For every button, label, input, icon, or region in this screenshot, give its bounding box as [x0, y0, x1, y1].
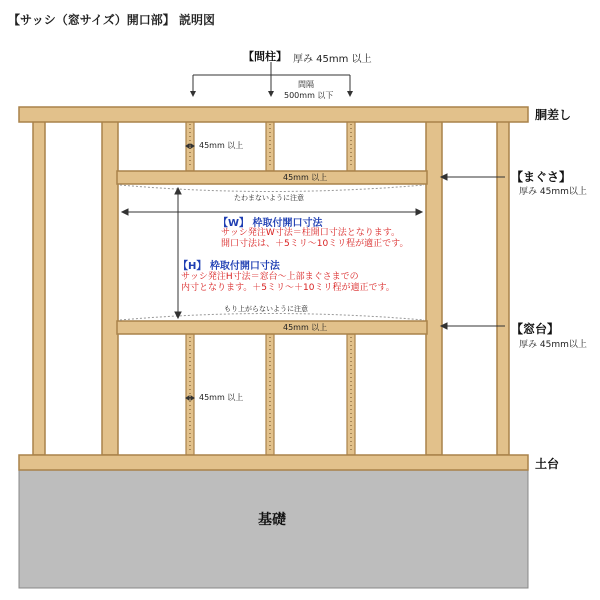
- sill-deflection-curve: [120, 314, 424, 321]
- beam-label: 胴差し: [535, 108, 572, 122]
- stud-bottom-size-label: 45mm 以上: [199, 393, 244, 402]
- sill-side-thickness: 厚み 45mm以上: [519, 340, 587, 350]
- stud-thickness-label: 厚み 45mm 以上: [293, 54, 372, 65]
- stud-bottom-1: [186, 334, 194, 455]
- width-dim-title: 【W】 枠取付開口寸法: [218, 218, 323, 229]
- stud-bottom-2: [266, 334, 274, 455]
- header-side-thickness: 厚み 45mm以上: [519, 187, 587, 197]
- post-right: [497, 121, 509, 455]
- foundation: [19, 470, 528, 588]
- header-note: たわまないように注意: [234, 194, 304, 202]
- header-deflection-curve: [120, 185, 424, 192]
- stud-name-label: 【間柱】: [243, 50, 287, 63]
- height-dim-line1: サッシ発注H寸法＝窓台～上部まぐさまでの: [181, 272, 359, 282]
- sill-note: もり上がらないように注意: [224, 305, 308, 313]
- top-beam: [19, 107, 528, 122]
- header-side-label: 【まぐさ】: [511, 170, 572, 184]
- post-left: [33, 121, 45, 455]
- sill-plate: [19, 455, 528, 470]
- header-lintel: [117, 171, 427, 184]
- height-dimension-arrow: [175, 188, 181, 318]
- stud-spacing-value: 500mm 以下: [284, 91, 334, 100]
- stud-spacing-label: 間隔: [298, 80, 314, 89]
- sill-plate-label: 土台: [535, 457, 560, 471]
- sill-side-label: 【窓台】: [511, 322, 560, 336]
- stud-top-size-label: 45mm 以上: [199, 141, 244, 150]
- width-dim-line1: サッシ発注W寸法＝柱開口寸法となります。: [221, 228, 401, 238]
- stud-bottom-3: [347, 334, 355, 455]
- height-dim-title: 【H】 枠取付開口寸法: [178, 261, 280, 272]
- width-dim-line2: 開口寸法は、＋5ミリ～10ミリ程が適正です。: [221, 239, 409, 249]
- window-sill: [117, 321, 427, 334]
- page-title: 【サッシ（窓サイズ）開口部】 説明図: [8, 13, 215, 27]
- side-leader-lines: [441, 174, 505, 329]
- foundation-label: 基礎: [258, 512, 286, 528]
- height-dim-line2: 内寸となります。＋5ミリ～＋10ミリ程が適正です。: [181, 283, 395, 293]
- post-opening-right: [426, 121, 442, 455]
- sill-size-label: 45mm 以上: [283, 323, 328, 332]
- post-opening-left: [102, 121, 118, 455]
- header-size-label: 45mm 以上: [283, 173, 328, 182]
